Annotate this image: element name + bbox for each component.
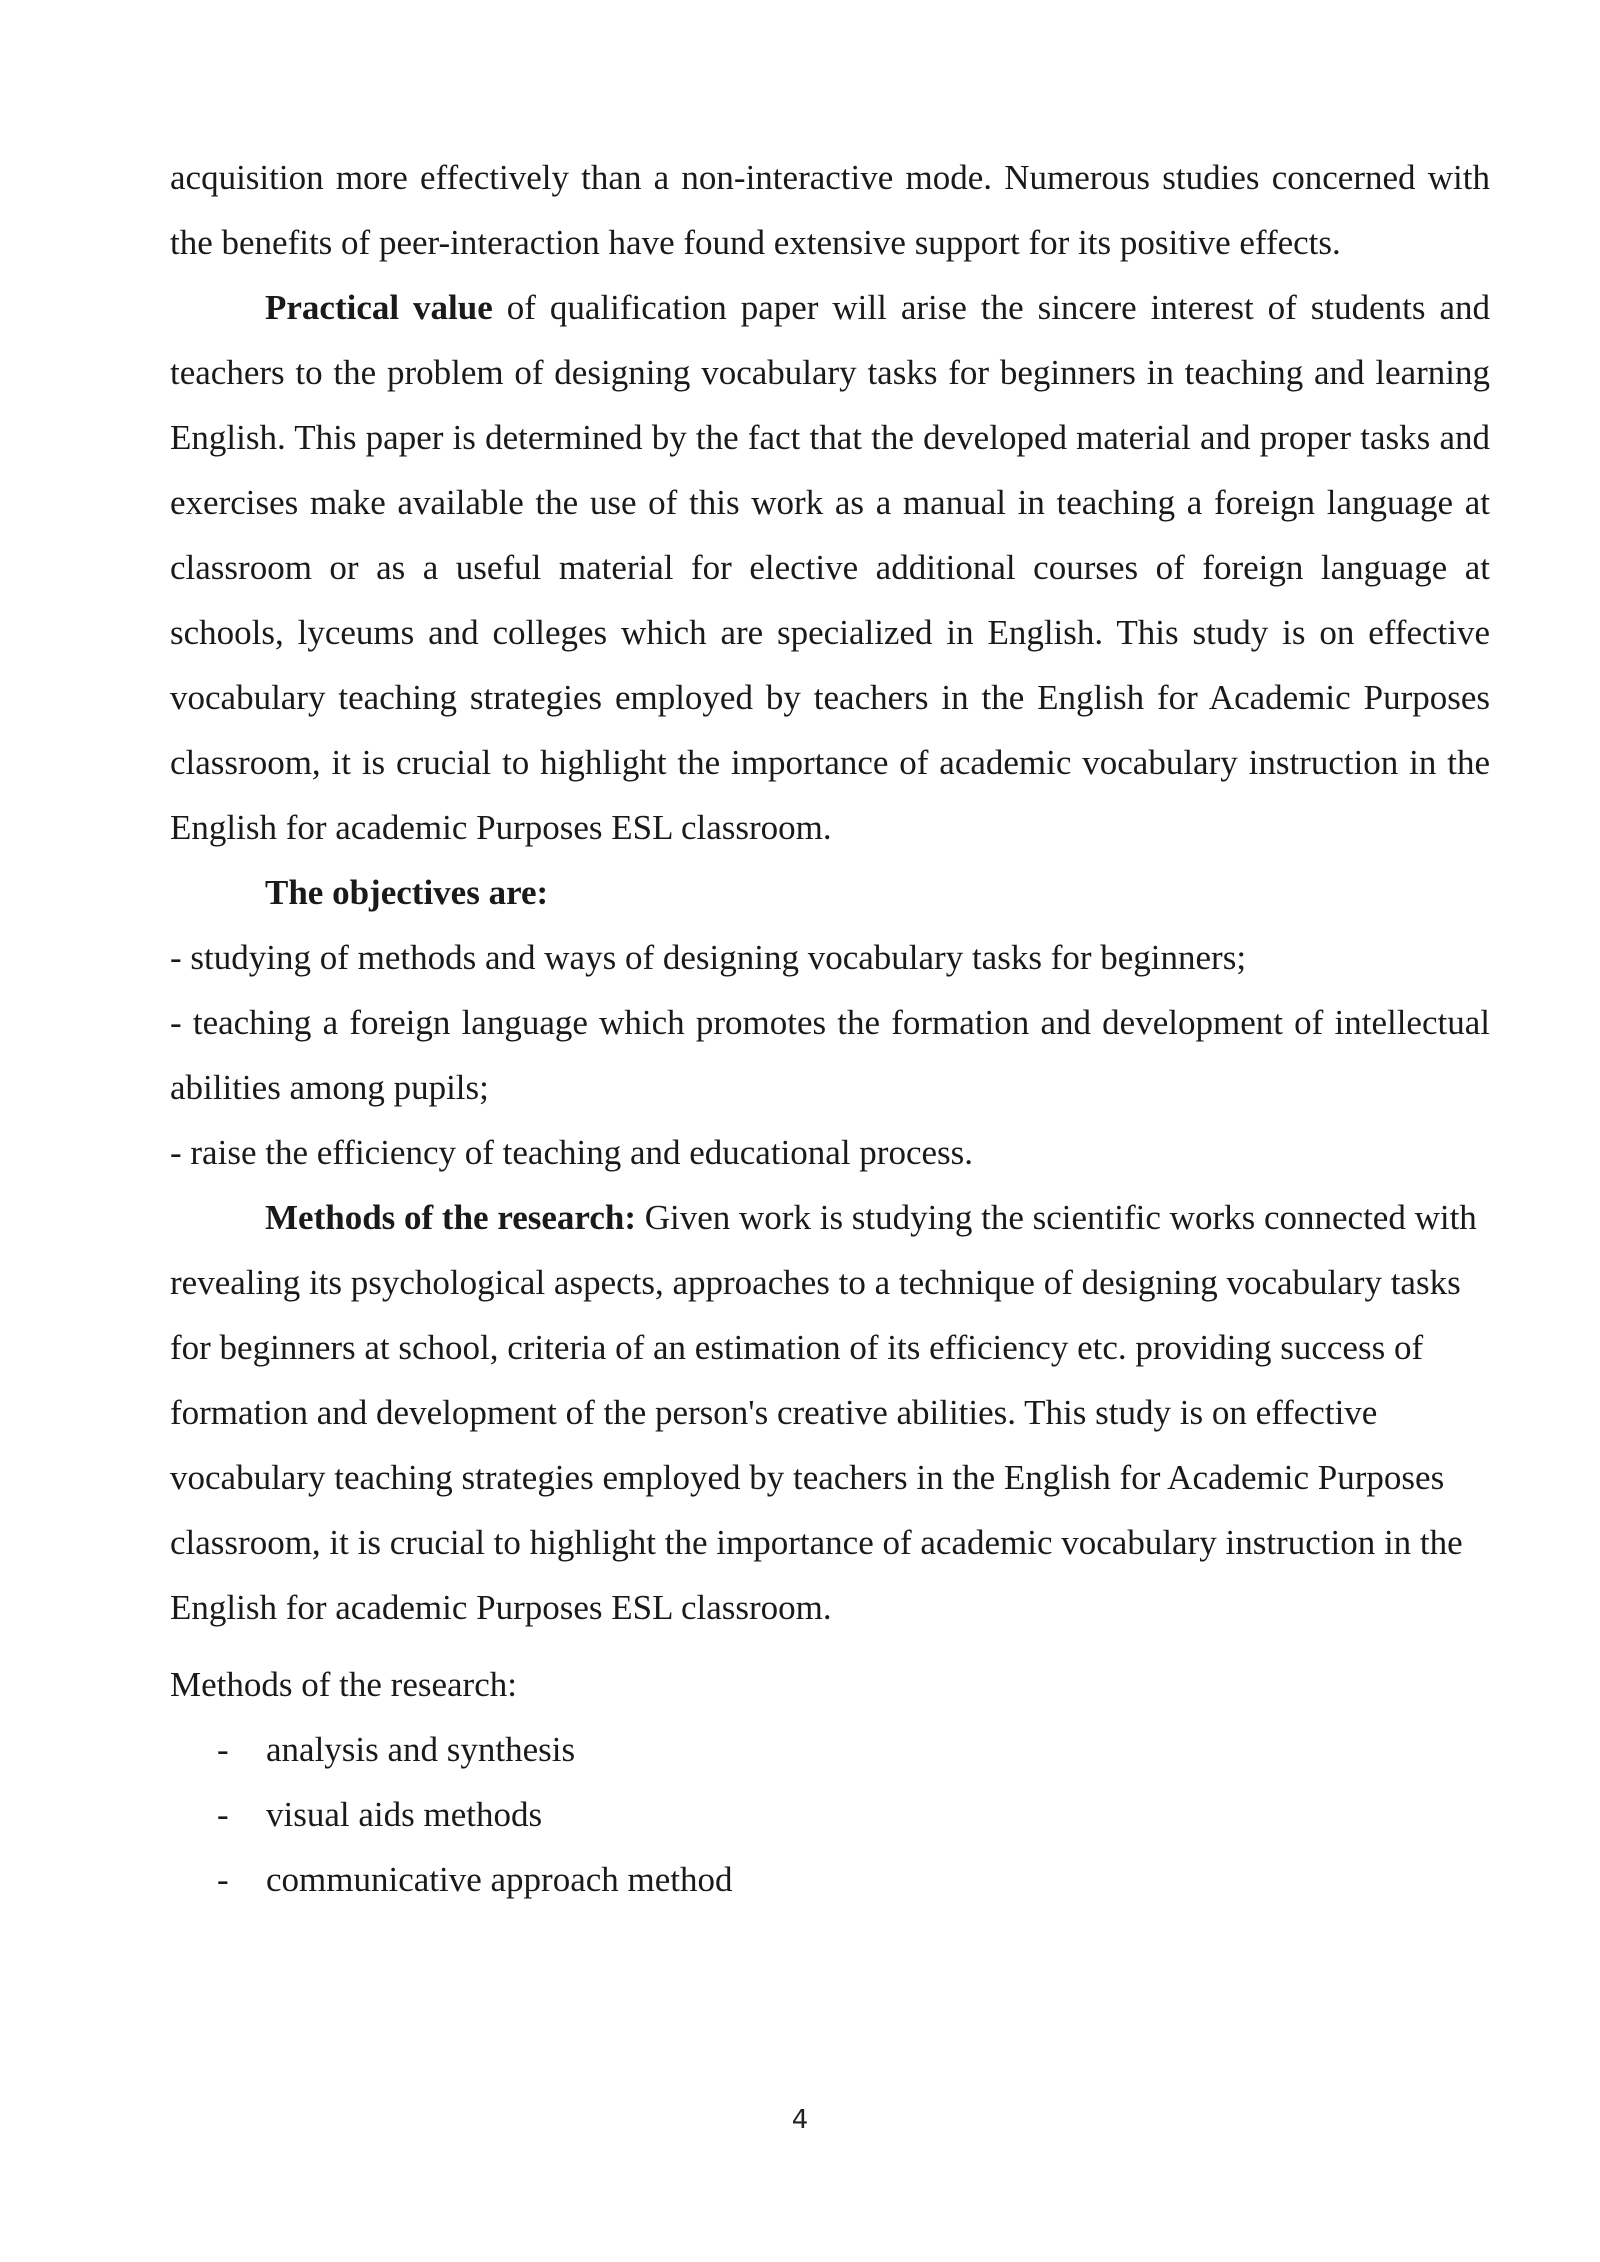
objective-item-1: - studying of methods and ways of designing vocabulary tasks for beginners; bbox=[170, 938, 1247, 977]
list-dash: - bbox=[217, 1730, 229, 1769]
list-item bbox=[170, 1782, 1490, 1847]
list-dash: - bbox=[217, 1860, 229, 1899]
list-item-text: visual aids methods bbox=[266, 1795, 543, 1834]
list-dash: - bbox=[217, 1795, 229, 1834]
list-item bbox=[170, 1717, 1490, 1782]
page-number: 4 bbox=[791, 2105, 809, 2135]
methods-list-intro: Methods of the research: bbox=[170, 1665, 517, 1704]
continuation-paragraph: acquisition more effectively than a non-interactive mode. Numerous studies concerned with the benefits of peer-interaction have found extensive support for its positive effects. bbox=[170, 158, 1490, 262]
methods-text: Given work is studying the scientific works connected with revealing its psychological aspects, approaches to a technique of designing vocabulary tasks for beginners at school, criteria of an estimation of its efficiency etc. providing success of formation and development of the person's creative abilities. This study is on effective vocabulary teaching strategies employed by teachers in the English for Academic Purposes classroom, it is crucial to highlight the importance of academic vocabulary instruction in the English for academic Purposes ESL classroom. bbox=[170, 1198, 1477, 1627]
document-page bbox=[170, 145, 1490, 1912]
practical-value-text: of qualification paper will arise the sincere interest of students and teachers to the problem of designing vocabulary tasks for beginners in teaching and learning English. This paper is determined by the fact that the developed material and proper tasks and exercises make available the use of this work as a manual in teaching a foreign language at classroom or as a useful material for elective additional courses of foreign language at schools, lyceums and colleges which are specialized in English. This study is on effective vocabulary teaching strategies employed by teachers in the English for Academic Purposes classroom, it is crucial to highlight the importance of academic vocabulary instruction in the English for academic Purposes ESL classroom. bbox=[170, 288, 1490, 847]
objective-item-2: - teaching a foreign language which promotes the formation and development of intellectual abilities among pupils; bbox=[170, 1003, 1490, 1107]
list-item-text: analysis and synthesis bbox=[266, 1730, 576, 1769]
objective-item-3: - raise the efficiency of teaching and educational process. bbox=[170, 1133, 974, 1172]
practical-value-paragraph bbox=[170, 275, 1490, 860]
objectives-heading: The objectives are: bbox=[265, 873, 549, 912]
methods-heading: Methods of the research: bbox=[265, 1198, 636, 1237]
practical-value-heading: Practical value bbox=[265, 288, 493, 327]
methods-list bbox=[170, 1717, 1490, 1912]
methods-paragraph bbox=[170, 1185, 1490, 1640]
list-item-text: communicative approach method bbox=[266, 1860, 733, 1899]
list-item bbox=[170, 1847, 1490, 1912]
